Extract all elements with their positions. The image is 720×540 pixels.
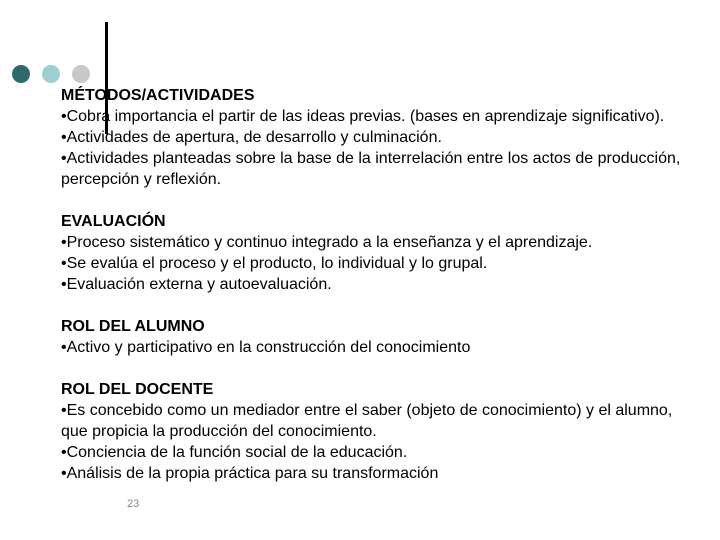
slide-content [61, 85, 701, 484]
section-title: EVALUACIÓN [61, 213, 166, 230]
slide-number: 23 [127, 498, 140, 510]
bullet-item: •Se evalúa el proceso y el producto, lo individual y lo grupal. [61, 255, 488, 272]
section-metodos [61, 85, 701, 190]
bullet-item: •Actividades de apertura, de desarrollo y culminación. [61, 129, 442, 146]
section-title: ROL DEL ALUMNO [61, 318, 205, 335]
section-title: ROL DEL DOCENTE [61, 381, 214, 398]
bullet-item: •Proceso sistemático y continuo integrado a la enseñanza y el aprendizaje. [61, 234, 593, 251]
decorative-dot-gray [72, 65, 90, 83]
section-title: MÉTODOS/ACTIVIDADES [61, 87, 255, 104]
bullet-item: •Análisis de la propia práctica para su transformación [61, 465, 439, 482]
decorative-dot-dark [12, 65, 30, 83]
section-evaluacion [61, 211, 701, 295]
bullet-item: •Actividades planteadas sobre la base de la interrelación entre los actos de producción, percepción y reflexión. [61, 150, 681, 188]
decorative-dot-light [42, 65, 60, 83]
bullet-item: •Evaluación externa y autoevaluación. [61, 276, 332, 293]
bullet-item: •Es concebido como un mediador entre el saber (objeto de conocimiento) y el alumno, que propicia la producción del conocimiento. [61, 402, 673, 440]
section-rol-docente [61, 379, 701, 484]
bullet-item: •Conciencia de la función social de la educación. [61, 444, 408, 461]
section-rol-alumno [61, 316, 701, 358]
bullet-item: •Cobra importancia el partir de las ideas previas. (bases en aprendizaje significativo). [61, 108, 665, 125]
bullet-item: •Activo y participativo en la construcción del conocimiento [61, 339, 471, 356]
